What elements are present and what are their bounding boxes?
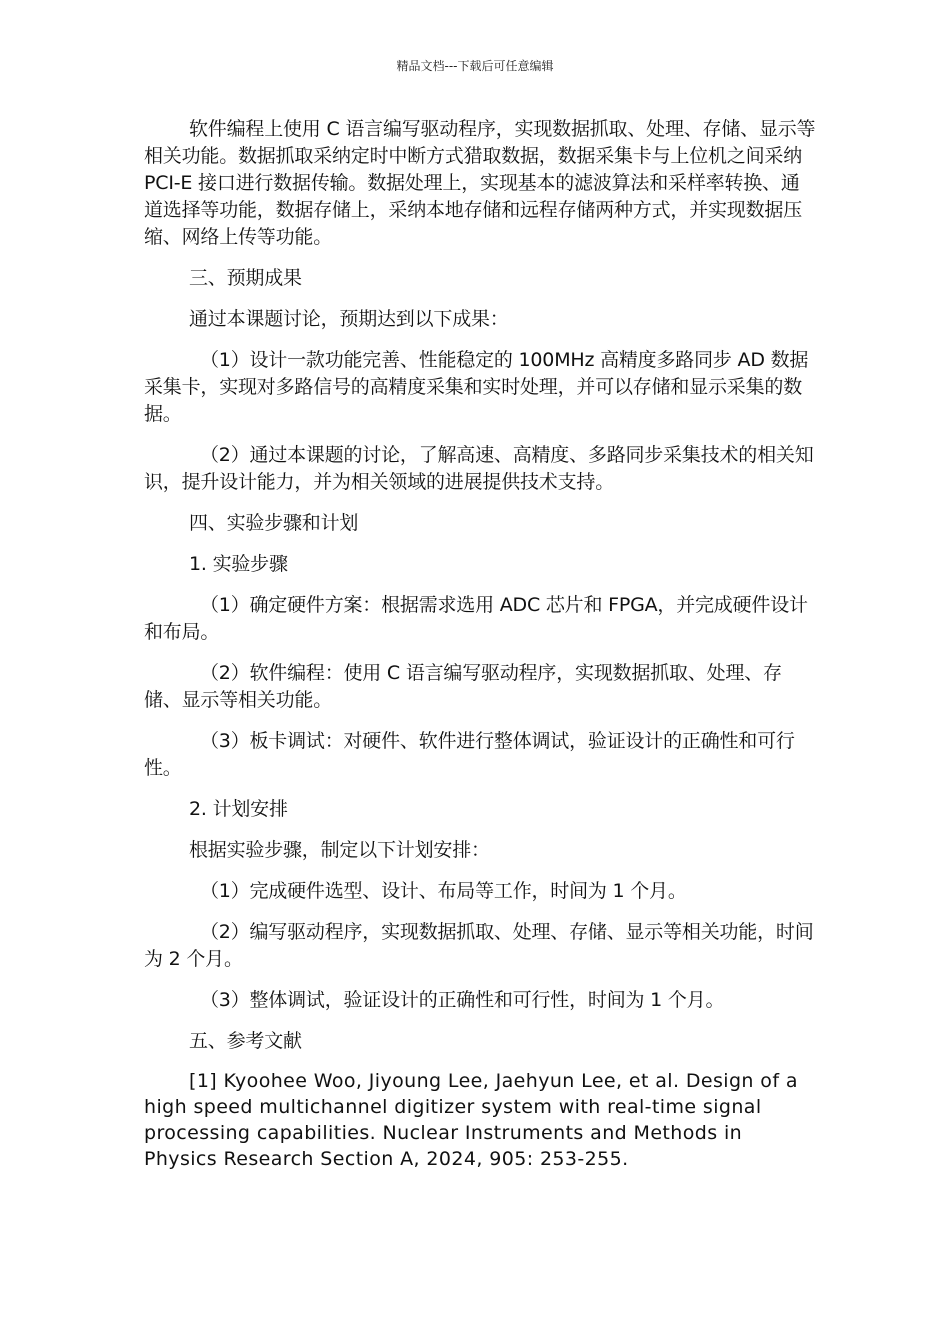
result-item-1: （1）设计一款功能完善、性能稳定的 100MHz 高精度多路同步 AD 数据采集卡，实现对多路信号的高精度采集和实时处理，并可以存储和显示采集的数据。 [144, 349, 809, 425]
reference-item-1: [1] Kyoohee Woo, Jiyoung Lee, Jaehyun Lee, et al. Design of a high speed multichannel digitizer system with real-time signal processing capabilities. Nuclear Instruments and Methods in Physics Research Section A, 2024, 905: 253-255. [144, 1070, 798, 1170]
subheading-steps: 1. 实验步骤 [189, 553, 288, 575]
software-paragraph: 软件编程上使用 C 语言编写驱动程序，实现数据抓取、处理、存储、显示等相关功能。数据抓取采纳定时中断方式猎取数据，数据采集卡与上位机之间采纳 PCI-E 接口进行数据传输。数据处理上，实现基本的滤波算法和采样率转换、通道选择等功能，数据存储上，采纳本地存储和远程存储两种方式，并实现数据压缩、网络上传等功能。 [144, 118, 816, 248]
section-heading-steps-plan: 四、实验步骤和计划 [189, 512, 359, 534]
plan-intro: 根据实验步骤，制定以下计划安排： [189, 839, 490, 861]
step-item-1: （1）确定硬件方案：根据需求选用 ADC 芯片和 FPGA，并完成硬件设计和布局。 [144, 594, 808, 643]
plan-item-1: （1）完成硬件选型、设计、布局等工作，时间为 1 个月。 [200, 880, 687, 902]
result-item-2: （2）通过本课题的讨论，了解高速、高精度、多路同步采集技术的相关知识，提升设计能力，并为相关领域的进展提供技术支持。 [144, 444, 814, 493]
step-item-2: （2）软件编程：使用 C 语言编写驱动程序，实现数据抓取、处理、存储、显示等相关功能。 [144, 662, 782, 711]
section-heading-results: 三、预期成果 [189, 267, 302, 289]
subheading-plan: 2. 计划安排 [189, 798, 288, 820]
document-body [144, 116, 816, 1172]
step-item-3: （3）板卡调试：对硬件、软件进行整体调试，验证设计的正确性和可行性。 [144, 730, 795, 779]
section-heading-references: 五、参考文献 [189, 1030, 302, 1052]
page-header: 精品文档---下载后可任意编辑 [396, 59, 554, 73]
plan-item-2: （2）编写驱动程序，实现数据抓取、处理、存储、显示等相关功能，时间为 2 个月。 [144, 921, 814, 970]
results-intro: 通过本课题讨论，预期达到以下成果： [189, 308, 509, 330]
plan-item-3: （3）整体调试，验证设计的正确性和可行性，时间为 1 个月。 [200, 989, 725, 1011]
